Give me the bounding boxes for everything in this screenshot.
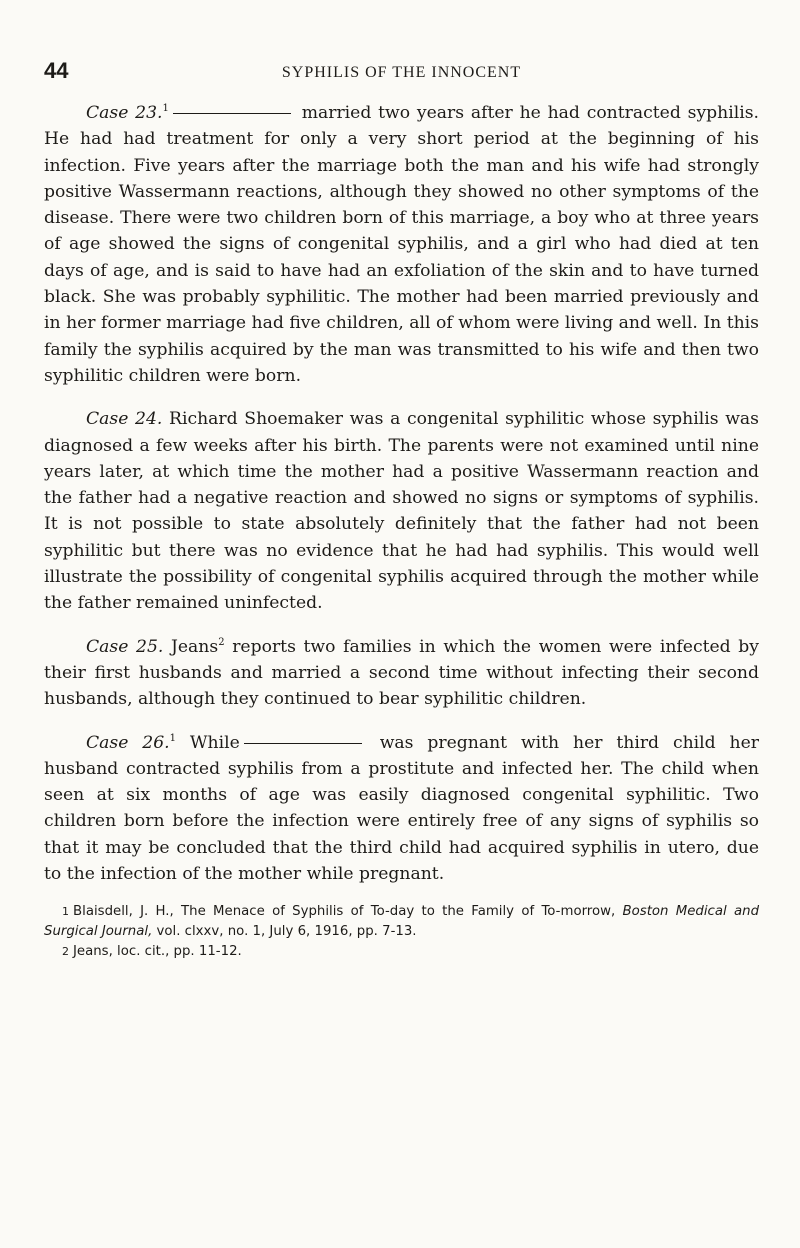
footnote-text: vol. clxxv, no. 1, July 6, 1916, pp. 7-13. [152,924,417,940]
footnote-1 [44,902,759,942]
running-head [44,50,759,90]
footnote-ref: 1 [169,732,176,744]
running-head-title: SYPHILIS OF THE INNOCENT [281,64,522,81]
case-24-label: Case 24. [86,409,163,430]
case-26-paragraph [44,730,759,888]
footnotes [44,902,759,962]
redacted-name-line [173,113,291,114]
case-26-lead: While [176,732,240,753]
footnote-text: Blaisdell, J. H., The Menace of Syphilis of To-day to the Family of To-morrow, [73,904,623,920]
footnote-number: 1 [62,905,69,919]
case-23-text: married two years after he had contracted syphilis. He had had treatment for only a very short period at the beginning of his infection. Five years after the marriage both the man and his wife had strongly positive Wassermann reactions, although they showed no other symptoms of the disease. There were two children born of this marriage, a boy who at three years of age showed the signs of congenital syphilis, and a girl who had died at ten days of age, and is said to have had an exfoliation of the skin and to have turned black. She was probably syphilitic. The mother had been married previously and in her former marriage had five children, all of whom were living and well. In this family the syphilis acquired by the man was transmitted to his wife and then two syphilitic children were born. [44,103,760,386]
footnote-ref: 1 [162,103,169,114]
case-24-paragraph [44,406,759,616]
case-26-label: Case 26. [86,732,170,753]
case-25-lead: Jeans [163,636,219,657]
case-25-label: Case 25. [86,636,164,657]
redacted-name-line [244,743,362,744]
case-25-text: reports two families in which the women were infected by their first husbands and married a second time without infecting their second husbands, although they continued to bear syphilitic children. [44,636,760,710]
document-page [44,50,759,962]
footnote-text: Jeans, loc. cit., pp. 11-12. [73,944,242,960]
footnote-ref: 2 [218,636,225,648]
page-number: 44 [44,58,69,83]
case-23-paragraph [44,100,759,389]
footnote-number: 2 [62,945,69,959]
footnote-2 [44,942,759,962]
footnote-journal: Boston Medical and Surgical Journal, [44,904,760,940]
case-24-text: Richard Shoemaker was a congenital syphilitic whose syphilis was diagnosed a few weeks after his birth. The parents were not examined until nine years later, at which time the mother had a positive Wassermann reaction and the father had a negative reaction and showed no signs or symptoms of syphilis. It is not possible to state absolutely definitely that the father had not been syphilitic but there was no evidence that he had had syphilis. This would well illustrate the possibility of congenital syphilis acquired through the mother while the father remained uninfected. [44,409,759,614]
case-25-paragraph [44,634,759,713]
case-23-label: Case 23. [86,103,163,123]
case-26-text: was pregnant with her third child her husband contracted syphilis from a prostitute and infected her. The child when seen at six months of age was easily diagnosed congenital syphilitic. Two children born before the infection were entirely free of any signs of syphilis so that it may be concluded that the third child had acquired syphilis in utero, due to the infection of the mother while pregnant. [44,732,759,885]
